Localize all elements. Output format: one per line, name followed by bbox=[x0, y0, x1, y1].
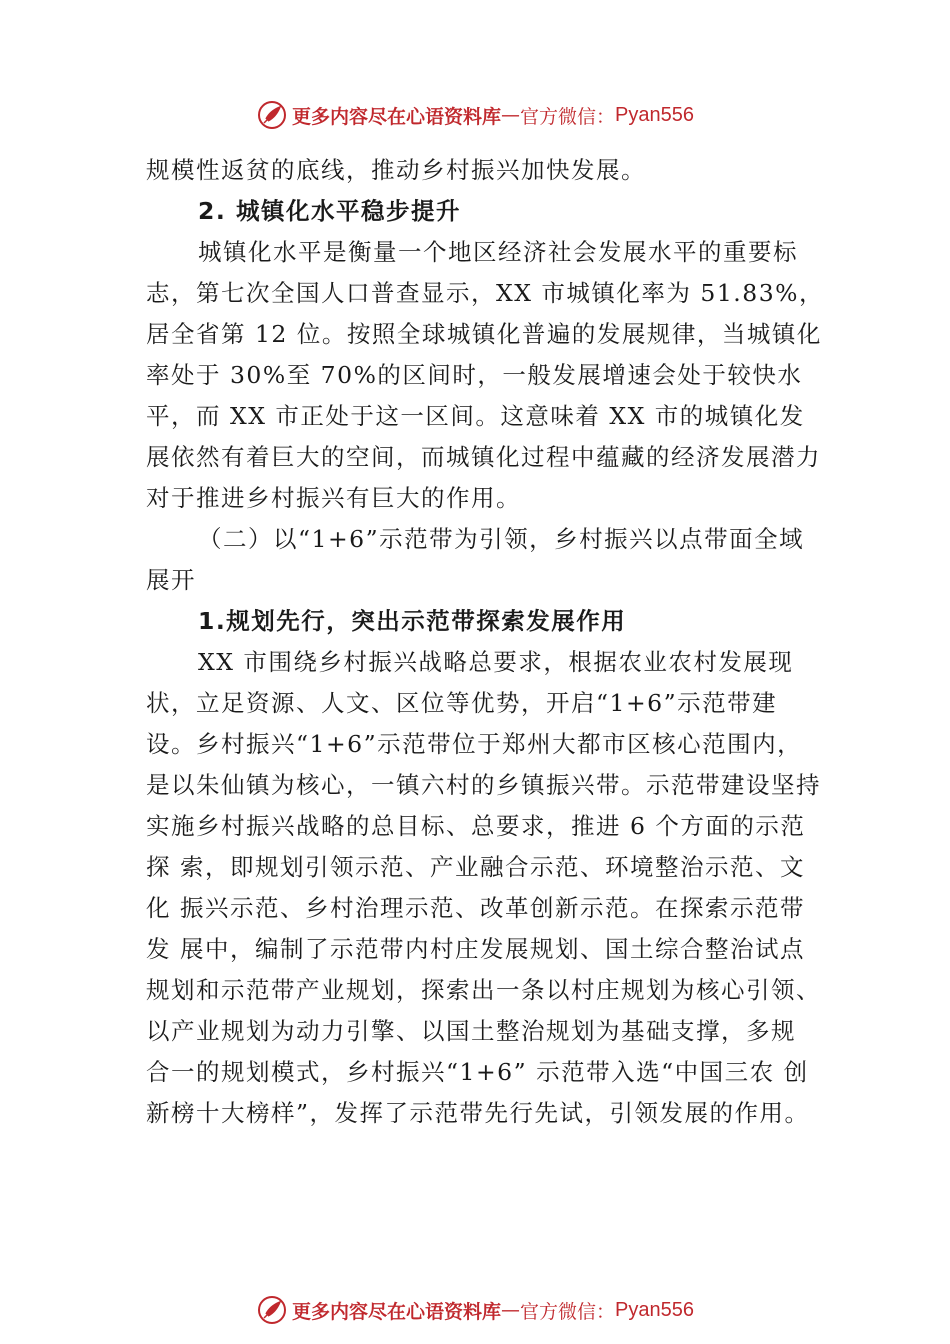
feather-pen-logo-icon bbox=[256, 1294, 288, 1326]
banner-wechat-label: 官方微信： bbox=[520, 1300, 616, 1323]
banner-dash: — bbox=[501, 104, 521, 126]
paragraph-planning: XX 市围绕乡村振兴战略总要求，根据农业农村发展现状，立足资源、人文、区位等优势，开启“1+6”示范带建设。乡村振兴“1+6”示范带位于郑州大都市区核心范围内，是以朱仙镇为核心，一镇六村的乡镇振兴带。示范带建设坚持实施乡村振兴战略的总目标、总要求，推进 6 个方面的示范探 索，即规划引领示范、产业融合示范、环境整治示范、文化 振兴示范、乡村治理示范、改革创新示范。在探索示范带发 展中，编制了示范带内村庄发展规划、国土综合整治试点规划和示范带产业规划，探索出一条以村庄规划为核心引领、以产业规划为动力引擎、以国土整治规划为基础支撑，多规 合一的规划模式，乡村振兴“1+6” 示范带入选“中国三农 创新榜十大榜样”，发挥了示范带先行先试，引领发展的作用。 bbox=[146, 648, 821, 1127]
feather-pen-logo-icon bbox=[256, 99, 288, 131]
section-heading-demonstration-belt: （二）以“1+6”示范带为引领，乡村振兴以点带面全域展开 bbox=[146, 525, 805, 594]
banner-wechat-id: Pyan556 bbox=[615, 1298, 694, 1321]
heading-urbanization: 2. 城镇化水平稳步提升 bbox=[198, 197, 461, 225]
heading-planning-first: 1.规划先行，突出示范带探索发展作用 bbox=[198, 607, 627, 635]
footer-watermark-banner bbox=[0, 1290, 950, 1330]
banner-main-text: 更多内容尽在心语资料库 bbox=[292, 1300, 502, 1323]
paragraph-urbanization: 城镇化水平是衡量一个地区经济社会发展水平的重要标志，第七次全国人口普查显示，XX 市城镇化率为 51.83%，居全省第 12 位。按照全球城镇化普遍的发展规律，当城镇化率处于 30%至 70%的区间时，一般发展增速会处于较快水平，而 XX 市正处于这一区间。这意味着 XX 市的城镇化发展依然有着巨大的空间，而城镇化过程中蕴藏的经济发展潜力对于推进乡村振兴有巨大的作用。 bbox=[146, 238, 825, 512]
document-body bbox=[146, 150, 826, 1134]
banner-wechat-id: Pyan556 bbox=[615, 103, 694, 126]
banner-main-text: 更多内容尽在心语资料库 bbox=[292, 105, 502, 128]
header-watermark-banner bbox=[0, 95, 950, 135]
banner-dash: — bbox=[501, 1299, 521, 1321]
banner-wechat-label: 官方微信： bbox=[520, 105, 616, 128]
paragraph-continuation: 规模性返贫的底线，推动乡村振兴加快发展。 bbox=[146, 156, 646, 184]
